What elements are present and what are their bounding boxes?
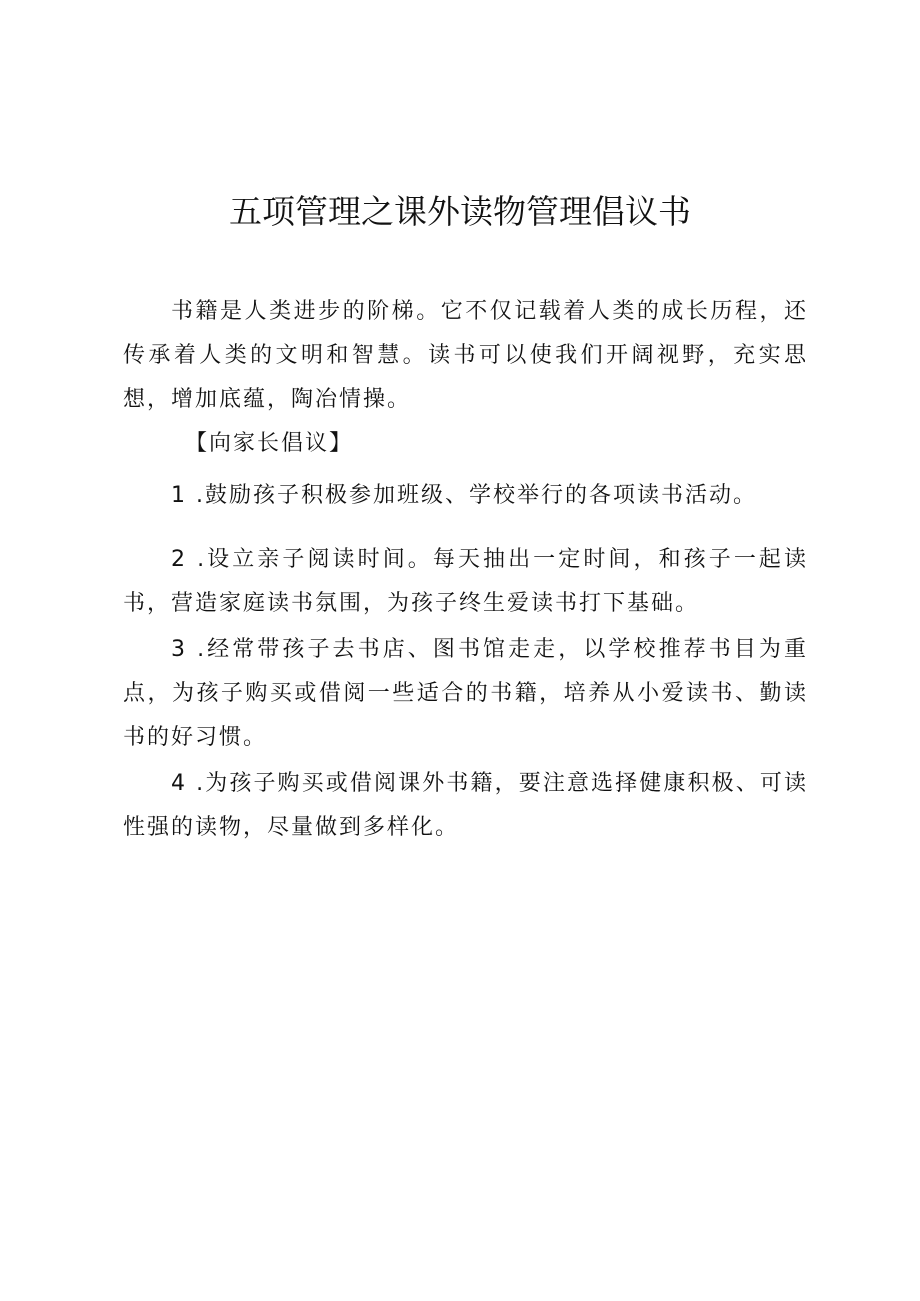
document-body bbox=[123, 290, 808, 850]
section-heading: 【向家长倡议】 bbox=[185, 431, 354, 456]
proposal-item-1: 1 .鼓励孩子积极参加班级、学校举行的各项读书活动。 bbox=[171, 483, 757, 508]
intro-paragraph: 书籍是人类进步的阶梯。它不仅记载着人类的成长历程，还传承着人类的文明和智慧。读书可以使我们开阔视野，充实思想，增加底蕴，陶冶情操。 bbox=[123, 299, 808, 412]
proposal-item-4: 4 .为孩子购买或借阅课外书籍，要注意选择健康积极、可读性强的读物，尽量做到多样化。 bbox=[123, 771, 808, 840]
proposal-item-3: 3 .经常带孩子去书店、图书馆走走，以学校推荐书目为重点，为孩子购买或借阅一些适合的书籍，培养从小爱读书、勤读书的好习惯。 bbox=[123, 637, 808, 750]
document-title: 五项管理之课外读物管理倡议书 bbox=[229, 192, 691, 231]
proposal-item-2: 2 .设立亲子阅读时间。每天抽出一定时间，和孩子一起读书，营造家庭读书氛围，为孩子终生爱读书打下基础。 bbox=[123, 547, 808, 616]
